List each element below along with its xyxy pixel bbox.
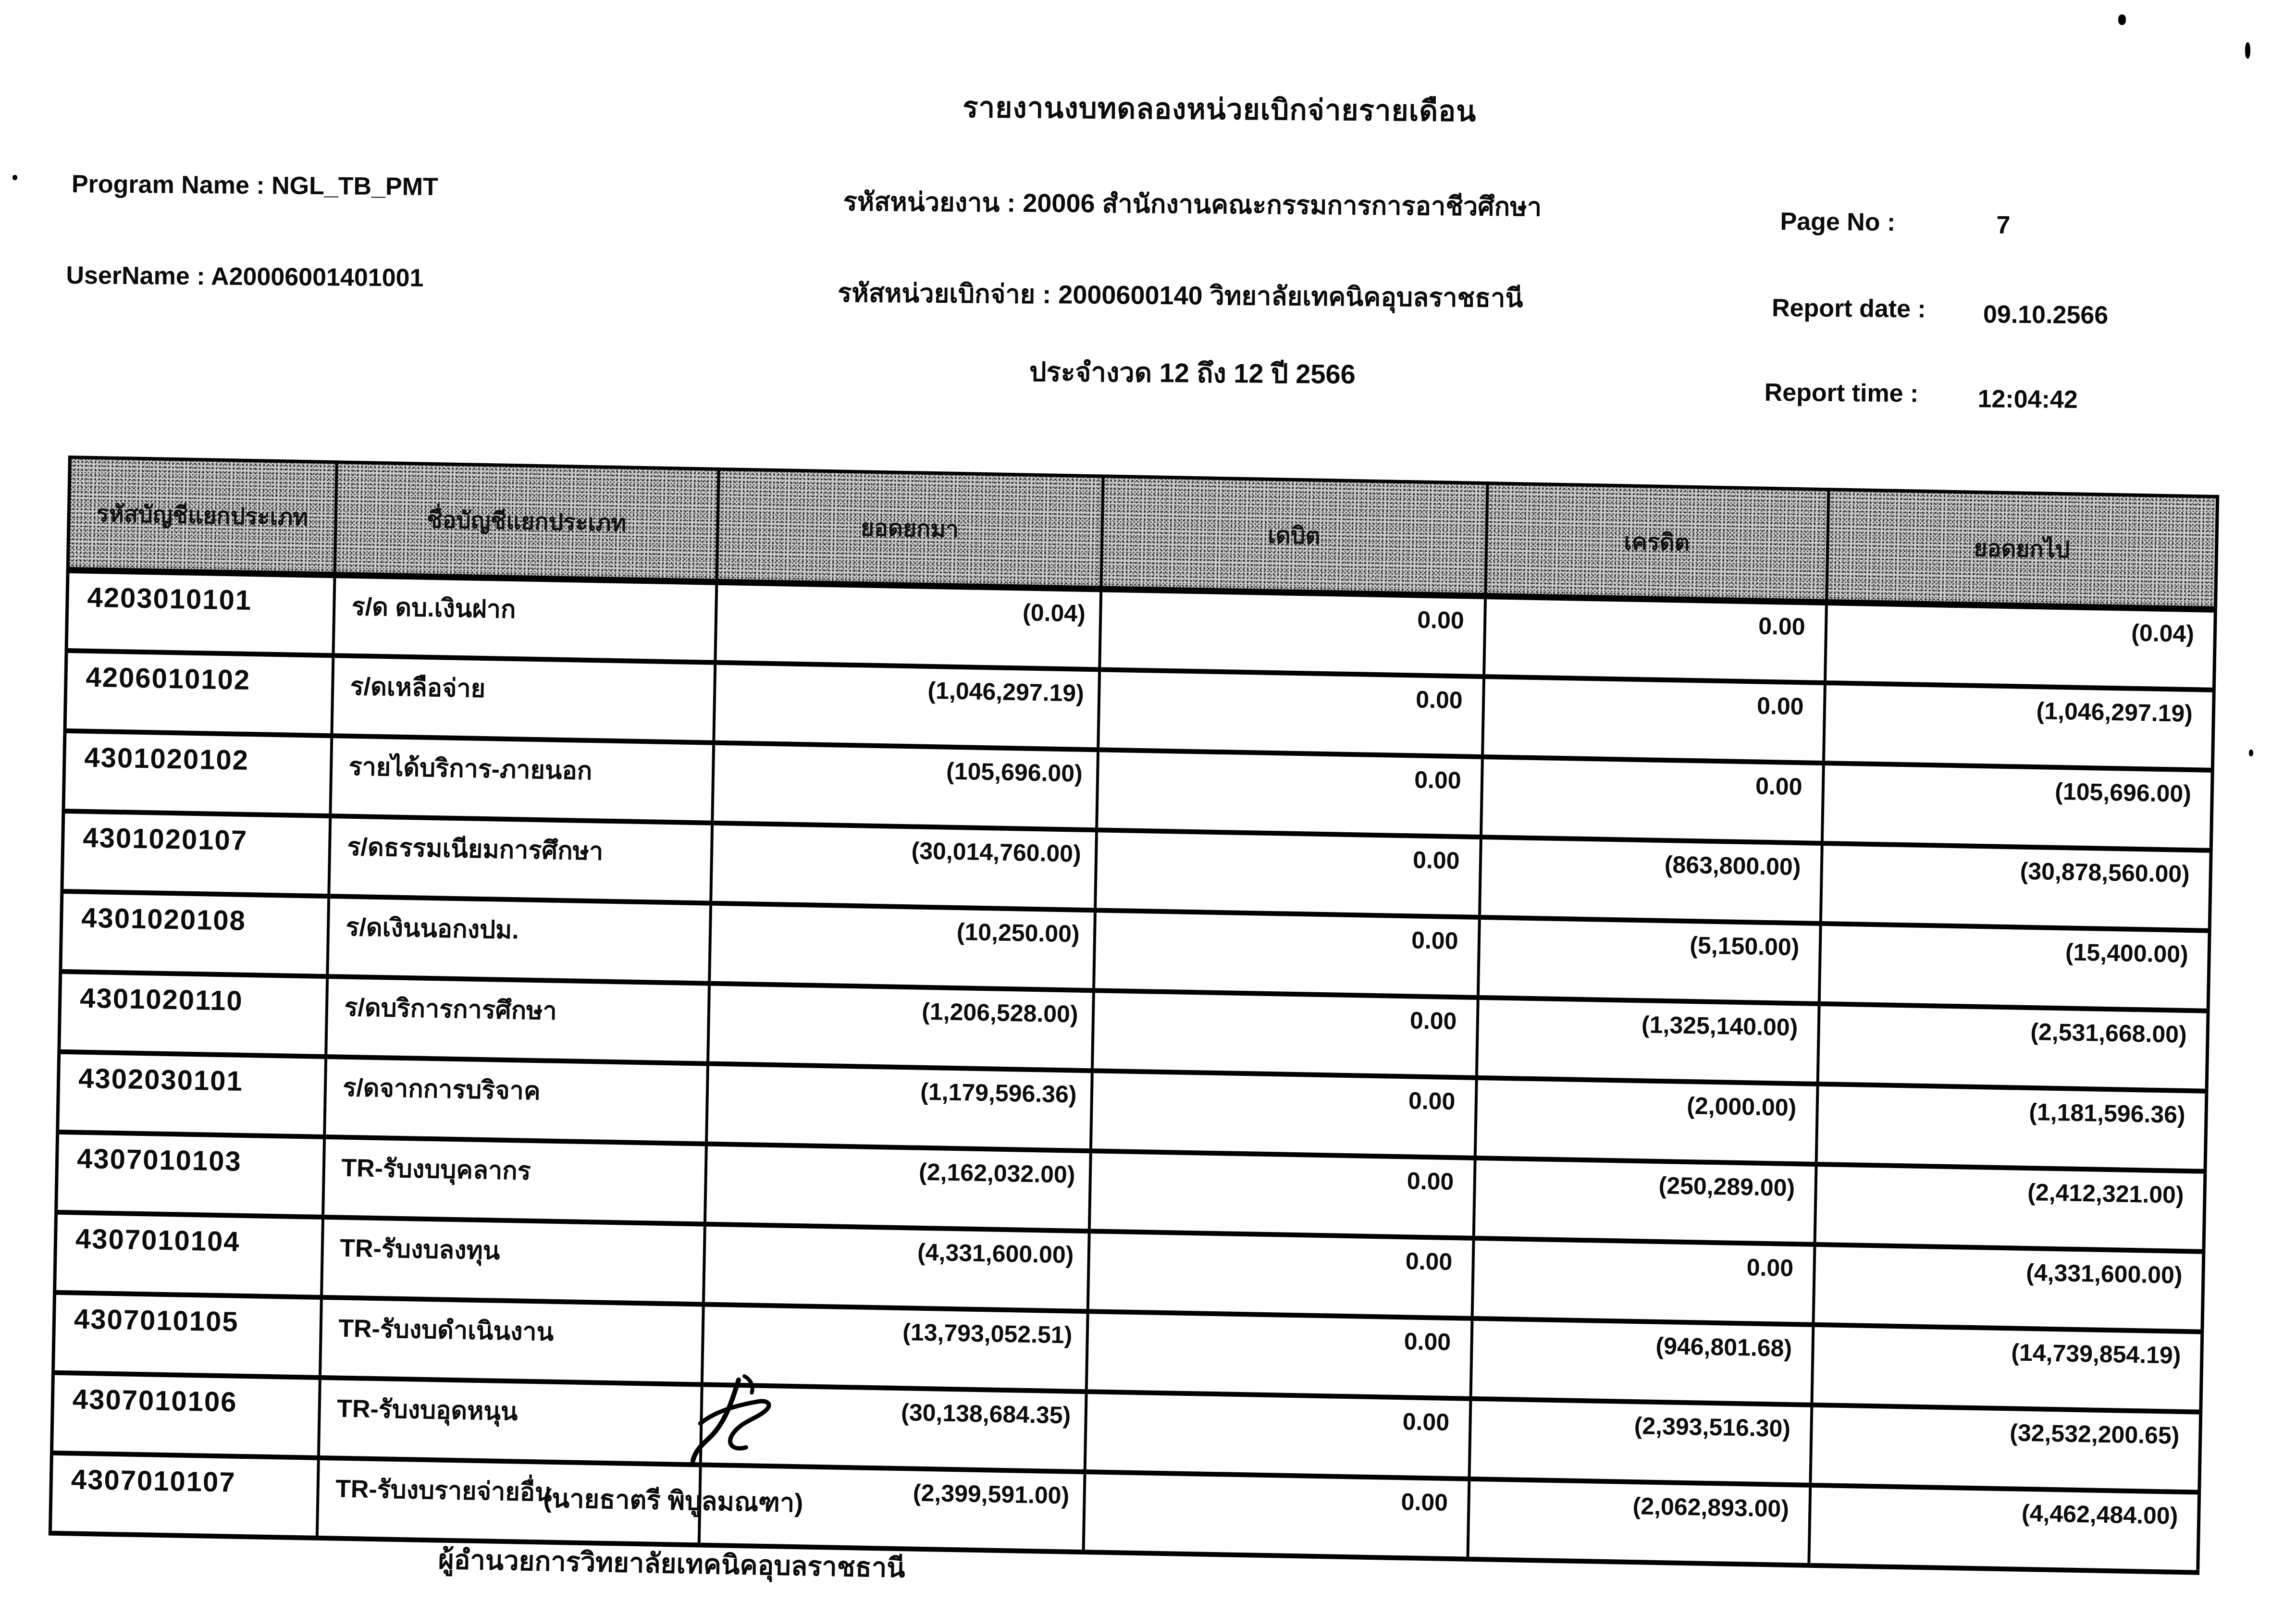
account-name-cell: รายได้บริการ-ภายนอก bbox=[330, 736, 714, 823]
debit-cell: 0.00 bbox=[1090, 1071, 1476, 1158]
account-name-cell: ร/ดธรรมเนียมการศึกษา bbox=[329, 816, 712, 903]
credit-cell: (946,801.68) bbox=[1470, 1318, 1813, 1405]
credit-cell: (2,393,516.30) bbox=[1469, 1398, 1812, 1485]
credit-cell: (2,062,893.00) bbox=[1468, 1479, 1810, 1565]
disbursement-unit-line: รหัสหน่วยเบิกจ่าย : 2000600140 วิทยาลัยเทคนิคอุบลราชธานี bbox=[838, 278, 1523, 313]
trial-balance-table-wrap bbox=[49, 456, 2221, 1583]
closing-balance-cell: (2,531,668.00) bbox=[1817, 1003, 2208, 1091]
signature-mark bbox=[685, 1370, 778, 1475]
debit-cell: 0.00 bbox=[1085, 1392, 1470, 1479]
debit-cell: 0.00 bbox=[1086, 1311, 1472, 1399]
account-name-cell: ร/ดเหลือจ่าย bbox=[332, 655, 715, 743]
account-name-cell: ร/ดจากการบริจาค bbox=[324, 1057, 708, 1144]
account-code-cell: 4203010101 bbox=[66, 570, 334, 655]
account-code-cell: 4301020102 bbox=[63, 730, 332, 815]
closing-balance-cell: (1,181,596.36) bbox=[1816, 1084, 2207, 1171]
account-name-cell: TR-รับงบรายจ่ายอื่น bbox=[317, 1457, 700, 1545]
account-code-cell: 4307010105 bbox=[53, 1292, 321, 1377]
col-header-account-name: ชื่อบัญชีแยกประเภท bbox=[334, 462, 718, 582]
col-header-opening: ยอดยกมา bbox=[716, 469, 1103, 589]
opening-balance-cell: (30,138,684.35) bbox=[700, 1384, 1086, 1472]
credit-cell: (250,289.00) bbox=[1473, 1158, 1816, 1244]
debit-cell: 0.00 bbox=[1097, 750, 1482, 837]
closing-balance-cell: (4,331,600.00) bbox=[1813, 1244, 2204, 1331]
account-code-cell: 4307010103 bbox=[56, 1132, 324, 1217]
closing-balance-cell: (0.04) bbox=[1825, 603, 2215, 690]
report-date-label: Report date : bbox=[1771, 294, 1926, 323]
program-name-line bbox=[72, 170, 438, 201]
page-title: รายงานงบทดลองหน่วยเบิกจ่ายรายเดือน bbox=[963, 91, 1477, 128]
debit-cell: 0.00 bbox=[1095, 830, 1481, 917]
opening-balance-cell: (1,179,596.36) bbox=[706, 1063, 1092, 1151]
report-header bbox=[0, 0, 2296, 469]
credit-cell: (1,325,140.00) bbox=[1476, 997, 1819, 1084]
closing-balance-cell: (105,696.00) bbox=[1822, 763, 2212, 850]
col-header-account-code: รหัสบัญชีแยกประเภท bbox=[68, 457, 336, 575]
account-code-cell: 4301020108 bbox=[61, 891, 329, 976]
closing-balance-cell: (15,400.00) bbox=[1819, 923, 2210, 1010]
account-code-cell: 4301020110 bbox=[59, 971, 327, 1056]
username-line bbox=[66, 261, 423, 293]
username-label: UserName : bbox=[66, 261, 205, 291]
debit-cell: 0.00 bbox=[1098, 669, 1484, 757]
report-time-value: 12:04:42 bbox=[1977, 385, 2078, 414]
credit-cell: (863,800.00) bbox=[1479, 837, 1822, 923]
report-time-label: Report time : bbox=[1764, 378, 1919, 408]
username-value: A20006001401001 bbox=[210, 262, 424, 292]
opening-balance-cell: (10,250.00) bbox=[709, 903, 1095, 990]
scan-artifact bbox=[2245, 42, 2250, 59]
debit-cell: 0.00 bbox=[1089, 1151, 1475, 1238]
debit-cell: 0.00 bbox=[1087, 1231, 1473, 1319]
credit-cell: 0.00 bbox=[1482, 677, 1825, 763]
trial-balance-table bbox=[49, 456, 2219, 1575]
opening-balance-cell: (105,696.00) bbox=[712, 742, 1098, 830]
closing-balance-cell: (14,739,854.19) bbox=[1812, 1324, 2202, 1412]
credit-cell: 0.00 bbox=[1481, 757, 1823, 843]
opening-balance-cell: (0.04) bbox=[715, 582, 1101, 669]
agency-code-line: รหัสหน่วยงาน : 20006 สำนักงานคณะกรรมการการอาชีวศึกษา bbox=[843, 187, 1542, 222]
closing-balance-cell: (4,462,484.00) bbox=[1809, 1485, 2199, 1572]
account-code-cell: 4301020107 bbox=[62, 811, 330, 896]
closing-balance-cell: (32,532,200.65) bbox=[1810, 1405, 2201, 1492]
table-body bbox=[50, 570, 2215, 1573]
signer-title: ผู้อำนวยการวิทยาลัยเทคนิคอุบลราชธานี bbox=[438, 1544, 906, 1583]
debit-cell: 0.00 bbox=[1083, 1472, 1469, 1559]
account-name-cell: TR-รับงบบุคลากร bbox=[323, 1136, 706, 1224]
account-name-cell: TR-รับงบลงทุน bbox=[321, 1217, 704, 1304]
program-name-label: Program Name : bbox=[71, 170, 265, 200]
debit-cell: 0.00 bbox=[1099, 589, 1485, 677]
debit-cell: 0.00 bbox=[1092, 990, 1478, 1078]
col-header-debit: เดบิต bbox=[1101, 476, 1487, 596]
col-header-credit: เครดิต bbox=[1485, 483, 1828, 603]
account-name-cell: TR-รับงบดำเนินงาน bbox=[320, 1297, 703, 1384]
opening-balance-cell: (2,399,591.00) bbox=[699, 1465, 1085, 1552]
page-no-value: 7 bbox=[1996, 211, 2011, 239]
closing-balance-cell: (2,412,321.00) bbox=[1815, 1164, 2205, 1251]
scan-artifact bbox=[2249, 750, 2253, 756]
opening-balance-cell: (2,162,032.00) bbox=[704, 1144, 1090, 1231]
scan-artifact bbox=[2118, 14, 2126, 25]
credit-cell: 0.00 bbox=[1484, 596, 1827, 683]
credit-cell: (2,000.00) bbox=[1475, 1077, 1817, 1164]
closing-balance-cell: (1,046,297.19) bbox=[1823, 683, 2214, 770]
account-name-cell: TR-รับงบอุดหนุน bbox=[318, 1377, 702, 1465]
opening-balance-cell: (4,331,600.00) bbox=[703, 1224, 1089, 1311]
debit-cell: 0.00 bbox=[1093, 910, 1479, 998]
account-code-cell: 4302030101 bbox=[58, 1051, 326, 1136]
signer-name: (นายธาตรี พิบูลมณฑา) bbox=[543, 1484, 803, 1518]
report-date-value: 09.10.2566 bbox=[1983, 300, 2109, 330]
opening-balance-cell: (30,014,760.00) bbox=[711, 823, 1097, 910]
account-name-cell: ร/ดบริการการศึกษา bbox=[326, 976, 709, 1064]
credit-cell: (5,150.00) bbox=[1478, 917, 1820, 1003]
program-name-value: NGL_TB_PMT bbox=[271, 172, 439, 201]
account-code-cell: 4307010106 bbox=[51, 1372, 320, 1457]
page-no-label: Page No : bbox=[1780, 208, 1896, 236]
account-name-cell: ร/ด ดบ.เงินฝาก bbox=[333, 575, 716, 663]
closing-balance-cell: (30,878,560.00) bbox=[1820, 843, 2211, 931]
account-code-cell: 4307010104 bbox=[55, 1212, 323, 1297]
credit-cell: 0.00 bbox=[1472, 1238, 1815, 1324]
opening-balance-cell: (13,793,052.51) bbox=[702, 1304, 1087, 1392]
opening-balance-cell: (1,046,297.19) bbox=[714, 662, 1099, 750]
account-code-cell: 4206010102 bbox=[65, 650, 333, 735]
opening-balance-cell: (1,206,528.00) bbox=[708, 983, 1094, 1071]
col-header-closing: ยอดยกไป bbox=[1827, 490, 2218, 610]
account-code-cell: 4307010107 bbox=[50, 1453, 318, 1538]
account-name-cell: ร/ดเงินนอกงปม. bbox=[327, 896, 711, 984]
scan-artifact bbox=[12, 175, 17, 180]
period-line: ประจำงวด 12 ถึง 12 ปี 2566 bbox=[1029, 356, 1356, 390]
